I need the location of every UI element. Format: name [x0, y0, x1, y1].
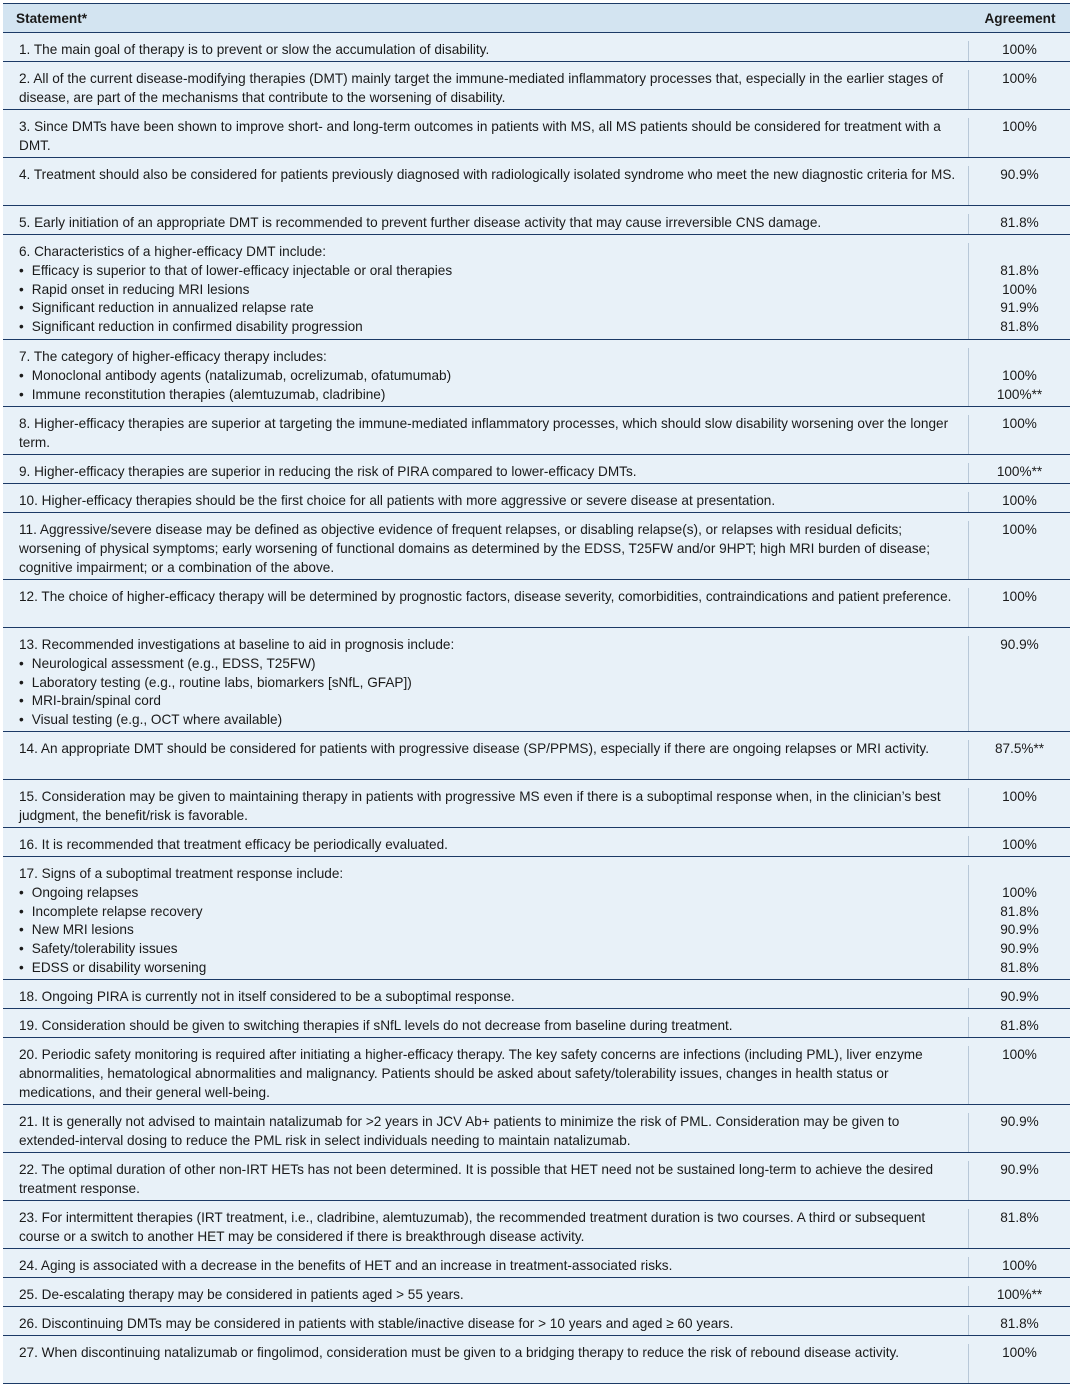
- statement-cell: [3, 1113, 968, 1152]
- table-body: [3, 33, 1070, 1384]
- table-row: [3, 1105, 1070, 1153]
- table-row: [3, 1038, 1070, 1105]
- statement-cell: [3, 415, 968, 454]
- agreement-cell: [968, 636, 1070, 731]
- agreement-column-header: Agreement: [984, 10, 1056, 26]
- bullet-item: • New MRI lesions: [19, 921, 958, 940]
- table-row: [3, 455, 1070, 484]
- agreement-cell: [968, 1209, 1070, 1248]
- statement-cell: [3, 166, 968, 205]
- agreement-cell: [968, 988, 1070, 1008]
- agreement-cell: [968, 166, 1070, 205]
- statement-cell: [3, 836, 968, 856]
- statement-cell: [3, 740, 968, 779]
- statement-cell: [3, 1209, 968, 1248]
- statement-cell: [3, 1017, 968, 1037]
- statement-text: 2. All of the current disease-modifying therapies (DMT) mainly target the immune-mediated inflammatory processes that, especially in the earlier stages of disease, are part of the mechanisms that contribute to the worsening of disability.: [19, 71, 944, 105]
- statement-text: 24. Aging is associated with a decrease in the benefits of HET and an increase in treatment-associated risks.: [19, 1258, 673, 1273]
- agreement-value: 81.8%: [1000, 1210, 1039, 1225]
- table-row: [3, 484, 1070, 513]
- statement-cell: [3, 636, 968, 731]
- bullet-agreement-value: 100%: [1002, 367, 1037, 383]
- bullet-item: • Rapid onset in reducing MRI lesions: [19, 281, 958, 300]
- agreement-value: 81.8%: [1000, 1316, 1039, 1331]
- agreement-value: 100%**: [996, 1287, 1043, 1302]
- statement-text: 18. Ongoing PIRA is currently not in itself considered to be a suboptimal response.: [19, 989, 515, 1004]
- statement-cell: [3, 1046, 968, 1104]
- statement-text: 5. Early initiation of an appropriate DMT is recommended to prevent further disease activity that may cause irreversible CNS damage.: [19, 215, 822, 230]
- agreement-cell: [968, 348, 1070, 406]
- bullet-item: • Immune reconstitution therapies (alemtuzumab, cladribine): [19, 386, 958, 405]
- statement-text: 16. It is recommended that treatment efficacy be periodically evaluated.: [19, 837, 448, 852]
- agreement-cell: [968, 1344, 1070, 1383]
- bullet-agreement-value: 90.9%: [1000, 941, 1039, 957]
- agreement-cell: [968, 41, 1070, 61]
- agreement-cell: [968, 1257, 1070, 1277]
- agreement-value: 100%: [1002, 119, 1037, 134]
- statement-text: 6. Characteristics of a higher-efficacy DMT include:: [19, 244, 326, 259]
- agreement-cell: [968, 463, 1070, 483]
- statement-cell: [3, 1286, 968, 1306]
- statement-cell: [3, 70, 968, 109]
- table-row: [3, 235, 1070, 340]
- table-row: [3, 1201, 1070, 1249]
- agreement-value: 100%: [1002, 493, 1037, 508]
- agreement-value: 100%: [1002, 522, 1037, 537]
- statement-text: 22. The optimal duration of other non-IRT HETs has not been determined. It is possible that HET need not be sustained long-term to achieve the desired treatment response.: [19, 1162, 934, 1196]
- agreement-cell: [968, 788, 1070, 827]
- bullet-agreement-value: 100%: [1002, 281, 1037, 297]
- statement-text: 19. Consideration should be given to switching therapies if sNfL levels do not decrease from baseline during treatment.: [19, 1018, 733, 1033]
- agreement-value: 100%: [1002, 789, 1037, 804]
- agreement-value: 100%: [1002, 1047, 1037, 1062]
- statement-text: 17. Signs of a suboptimal treatment response include:: [19, 866, 344, 881]
- statement-text: 20. Periodic safety monitoring is required after initiating a higher-efficacy therapy. The key safety concerns are infections (including PML), liver enzyme abnormalities, hematological abnormalities and malignancy. Patients should be asked about safety/tolerability issues, changes in health status or medications, and their general well-being.: [19, 1047, 923, 1100]
- table-row: [3, 1336, 1070, 1384]
- bullet-item: • Visual testing (e.g., OCT where available): [19, 711, 958, 730]
- table-row: [3, 732, 1070, 780]
- table-row: [3, 1249, 1070, 1278]
- bullet-item: • EDSS or disability worsening: [19, 959, 958, 978]
- bullet-item: • MRI-brain/spinal cord: [19, 692, 958, 711]
- bullet-agreement-value: 90.9%: [1000, 922, 1039, 938]
- statement-cell: [3, 865, 968, 979]
- bullet-item: • Significant reduction in confirmed disability progression: [19, 318, 958, 337]
- bullet-agreement-value: [969, 711, 1070, 730]
- agreement-cell: [968, 118, 1070, 157]
- agreement-cell: [968, 243, 1070, 339]
- agreement-value: 100%: [1002, 71, 1037, 86]
- statement-text: 25. De-escalating therapy may be considered in patients aged > 55 years.: [19, 1287, 464, 1302]
- table-row: [3, 110, 1070, 158]
- agreement-value: 87.5%**: [994, 741, 1045, 756]
- agreement-value: 100%: [1002, 589, 1037, 604]
- table-header: [3, 3, 1070, 33]
- statement-text: 27. When discontinuing natalizumab or fingolimod, consideration must be given to a bridging therapy to reduce the risk of rebound disease activity.: [19, 1345, 900, 1360]
- bullet-agreement-value: 81.8%: [1000, 959, 1039, 975]
- statement-text: 12. The choice of higher-efficacy therapy will be determined by prognostic factors, disease severity, comorbidities, contraindications and patient preference.: [19, 589, 952, 604]
- agreement-cell: [968, 415, 1070, 454]
- statement-text: 1. The main goal of therapy is to prevent or slow the accumulation of disability.: [19, 42, 490, 57]
- statement-cell: [3, 463, 968, 483]
- statement-cell: [3, 492, 968, 512]
- table-row: [3, 980, 1070, 1009]
- agreement-cell: [968, 70, 1070, 109]
- bullet-agreement-value: 81.8%: [1000, 903, 1039, 919]
- agreement-value: 90.9%: [1000, 1114, 1039, 1129]
- table-row: [3, 62, 1070, 110]
- agreement-cell: [968, 521, 1070, 579]
- agreement-value: 100%: [1002, 1345, 1037, 1360]
- agreement-cell: [968, 836, 1070, 856]
- agreement-value: [969, 348, 1070, 367]
- agreement-cell: [968, 1286, 1070, 1306]
- statement-text: 8. Higher-efficacy therapies are superior at targeting the immune-mediated inflammatory processes, which should slow disability worsening over the longer term.: [19, 416, 949, 450]
- bullet-item: • Laboratory testing (e.g., routine labs, biomarkers [sNfL, GFAP]): [19, 674, 958, 693]
- statement-cell: [3, 988, 968, 1008]
- bullet-agreement-value: [969, 674, 1070, 693]
- statement-column-header: Statement*: [16, 10, 88, 26]
- agreement-cell: [968, 214, 1070, 234]
- bullet-item: • Ongoing relapses: [19, 884, 958, 903]
- statement-text: 7. The category of higher-efficacy therapy includes:: [19, 349, 327, 364]
- agreement-value: 81.8%: [1000, 215, 1039, 230]
- statement-text: 13. Recommended investigations at baseline to aid in prognosis include:: [19, 637, 455, 652]
- statement-text: 21. It is generally not advised to maintain natalizumab for >2 years in JCV Ab+ patients to minimize the risk of PML. Consideration may be given to extended-interval dosing to reduce the PML risk in select individuals needing to maintain natalizumab.: [19, 1114, 900, 1148]
- table-row: [3, 513, 1070, 580]
- agreement-cell: [968, 492, 1070, 512]
- statement-text: 3. Since DMTs have been shown to improve short- and long-term outcomes in patients with MS, all MS patients should be considered for treatment with a DMT.: [19, 119, 941, 153]
- statement-cell: [3, 243, 968, 339]
- agreement-value: 90.9%: [1000, 167, 1039, 182]
- table-row: [3, 206, 1070, 235]
- statement-cell: [3, 521, 968, 579]
- bullet-item: • Monoclonal antibody agents (natalizumab, ocrelizumab, ofatumumab): [19, 367, 958, 386]
- agreement-value: 90.9%: [1000, 989, 1039, 1004]
- agreement-value: 100%: [1002, 42, 1037, 57]
- table-row: [3, 407, 1070, 455]
- statement-cell: [3, 1257, 968, 1277]
- statement-cell: [3, 588, 968, 627]
- agreement-value: 100%: [1002, 416, 1037, 431]
- table-row: [3, 1307, 1070, 1336]
- table-row: [3, 857, 1070, 980]
- agreement-value: 90.9%: [1000, 637, 1039, 652]
- agreement-value: 100%: [1002, 1258, 1037, 1273]
- agreement-value: 100%: [1002, 837, 1037, 852]
- table-row: [3, 1278, 1070, 1307]
- agreement-value: 81.8%: [1000, 1018, 1039, 1033]
- statement-text: 26. Discontinuing DMTs may be considered in patients with stable/inactive disease for > 10 years and aged ≥ 60 years.: [19, 1316, 734, 1331]
- table-row: [3, 780, 1070, 828]
- table-row: [3, 628, 1070, 732]
- statement-text: 11. Aggressive/severe disease may be defined as objective evidence of frequent relapses, or disabling relapse(s), or relapses with residual deficits; worsening of physical symptoms; early worsening of functional domains as determined by the EDSS, T25FW and/or 9HPT; high MRI burden of disease; cognitive impairment; or a combination of the above.: [19, 522, 930, 575]
- bullet-agreement-value: [969, 692, 1070, 711]
- statement-cell: [3, 788, 968, 827]
- agreement-cell: [968, 1017, 1070, 1037]
- agreement-value: 100%**: [996, 464, 1043, 479]
- agreement-cell: [968, 1315, 1070, 1335]
- statement-text: 14. An appropriate DMT should be considered for patients with progressive disease (SP/PPMS), especially if there are ongoing relapses or MRI activity.: [19, 741, 929, 756]
- agreement-value: [969, 865, 1070, 884]
- agreement-cell: [968, 865, 1070, 979]
- table-row: [3, 1009, 1070, 1038]
- table-row: [3, 340, 1070, 407]
- bullet-agreement-value: [969, 655, 1070, 674]
- statement-text: 23. For intermittent therapies (IRT treatment, i.e., cladribine, alemtuzumab), the recommended treatment duration is two courses. A third or subsequent course or a switch to another HET may be considered if there is breakthrough disease activity.: [19, 1210, 926, 1244]
- statement-cell: [3, 118, 968, 157]
- statement-text: 15. Consideration may be given to maintaining therapy in patients with progressive MS even if there is a suboptimal response when, in the clinician’s best judgment, the benefit/risk is favorable.: [19, 789, 941, 823]
- bullet-agreement-value: 100%**: [996, 386, 1043, 402]
- consensus-table: [3, 3, 1070, 1384]
- statement-cell: [3, 348, 968, 406]
- agreement-cell: [968, 1046, 1070, 1104]
- bullet-item: • Significant reduction in annualized relapse rate: [19, 299, 958, 318]
- table-row: [3, 580, 1070, 628]
- agreement-cell: [968, 740, 1070, 779]
- agreement-cell: [968, 1113, 1070, 1152]
- statement-text: 9. Higher-efficacy therapies are superior in reducing the risk of PIRA compared to lower-efficacy DMTs.: [19, 464, 637, 479]
- statement-text: 10. Higher-efficacy therapies should be the first choice for all patients with more aggressive or severe disease at presentation.: [19, 493, 776, 508]
- bullet-agreement-value: 81.8%: [1000, 319, 1039, 335]
- bullet-agreement-value: 91.9%: [1000, 300, 1039, 316]
- bullet-item: • Neurological assessment (e.g., EDSS, T25FW): [19, 655, 958, 674]
- agreement-cell: [968, 1161, 1070, 1200]
- bullet-item: • Efficacy is superior to that of lower-efficacy injectable or oral therapies: [19, 262, 958, 281]
- statement-cell: [3, 1344, 968, 1383]
- table-row: [3, 828, 1070, 857]
- table-row: [3, 33, 1070, 62]
- bullet-item: • Safety/tolerability issues: [19, 940, 958, 959]
- agreement-cell: [968, 588, 1070, 627]
- statement-cell: [3, 41, 968, 61]
- bullet-agreement-value: 81.8%: [1000, 262, 1039, 278]
- table-row: [3, 1153, 1070, 1201]
- table-row: [3, 158, 1070, 206]
- statement-text: 4. Treatment should also be considered for patients previously diagnosed with radiologically isolated syndrome who meet the new diagnostic criteria for MS.: [19, 167, 956, 182]
- agreement-value: [969, 243, 1070, 262]
- bullet-item: • Incomplete relapse recovery: [19, 903, 958, 922]
- agreement-value: 90.9%: [1000, 1162, 1039, 1177]
- statement-cell: [3, 1161, 968, 1200]
- statement-cell: [3, 214, 968, 234]
- statement-cell: [3, 1315, 968, 1335]
- bullet-agreement-value: 100%: [1002, 884, 1037, 900]
